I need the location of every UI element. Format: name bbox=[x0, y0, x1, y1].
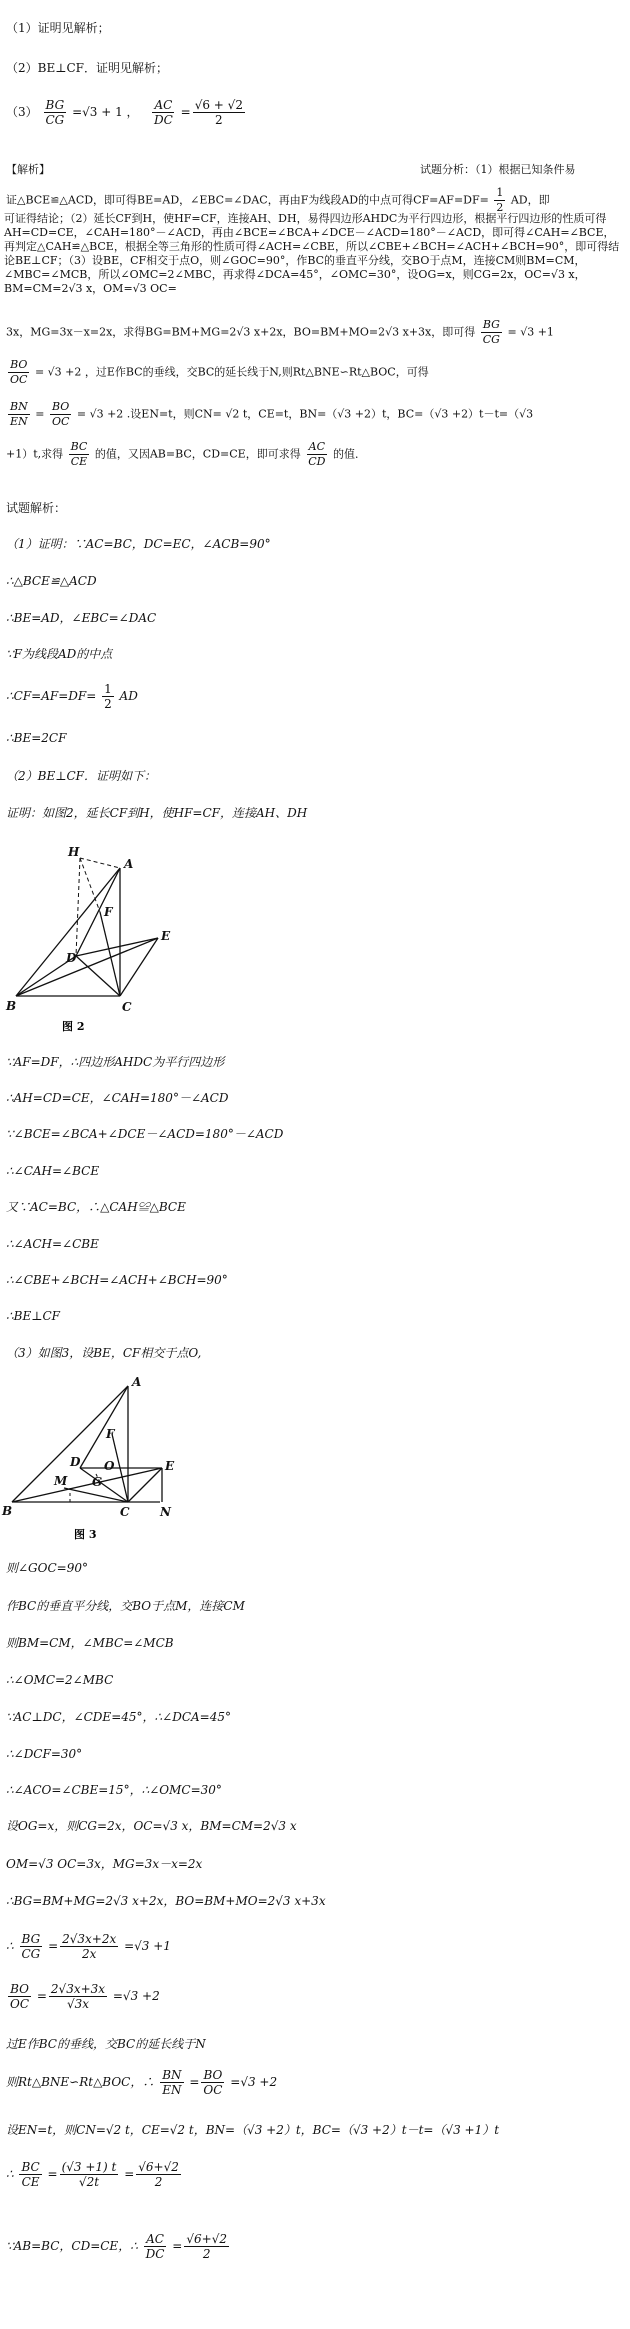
fig3-caption: 图 3 bbox=[74, 1528, 97, 1541]
solution-line: （2）BE⊥CF．证明如下： bbox=[6, 769, 157, 783]
fig2-label-e: E bbox=[161, 929, 171, 943]
analysis-line-1: 证△BCE≌△ACD，即可得BE=AD，∠EBC=∠DAC，再由F为线段AD的中点可得CF=AF=DF= $\frac{1}{2}$ AD，即 bbox=[6, 186, 550, 214]
solution-line: 又∵AC=BC，∴△CAH≌△BCE bbox=[6, 1200, 186, 1214]
fig3-label-n: N bbox=[160, 1505, 171, 1519]
fig2-label-c: C bbox=[122, 1000, 132, 1014]
solution-line: 证明：如图2，延长CF到H，使HF=CF，连接AH、DH bbox=[6, 806, 308, 820]
solution-line: ∴∠ACO=∠CBE=15°，∴∠OMC=30° bbox=[6, 1783, 222, 1797]
analysis-line-4: $\frac{BO}{OC}$ = √3 +2 ，过E作BC的垂线，交BC的延长线于N,则Rt△BNE∽Rt△BOC，可得 bbox=[10, 358, 429, 386]
fig3-label-e: E bbox=[165, 1459, 175, 1473]
solution-line: ∵AC⊥DC，∠CDE=45°，∴∠DCA=45° bbox=[6, 1710, 231, 1724]
solution-line: ∴∠ACH=∠CBE bbox=[6, 1237, 99, 1251]
answer-1: （1）证明见解析； bbox=[6, 21, 110, 35]
fig2-label-h: H bbox=[68, 845, 80, 859]
fig3-label-a: A bbox=[132, 1375, 142, 1389]
figure-3 bbox=[0, 1370, 200, 1560]
solution-line: 则BM=CM，∠MBC=∠MCB bbox=[6, 1636, 174, 1650]
fig3-label-f: F bbox=[106, 1427, 115, 1441]
solution-line: $\frac{BO}{OC}$ = $\frac{2√3x+3x}{√3x}$ =√3 +2 bbox=[10, 1982, 160, 2011]
solution-line: （1）证明：∵AC=BC，DC=EC，∠ACB=90° bbox=[6, 537, 271, 551]
solution-line: 作BC的垂直平分线，交BO于点M，连接CM bbox=[6, 1599, 245, 1613]
solution-title: 试题解析： bbox=[6, 501, 67, 515]
fig2-label-a: A bbox=[124, 857, 134, 871]
solution-line: ∵F为线段AD的中点 bbox=[6, 647, 113, 661]
analysis-line-5: $\frac{BN}{EN}$ = $\frac{BO}{OC}$ = √3 +2 .设EN=t，则CN= √2 t，CE=t，BN=（√3 +2）t，BC=（√3 +2）t－t=（√3 bbox=[10, 400, 534, 428]
solution-line: ∴∠OMC=2∠MBC bbox=[6, 1673, 114, 1687]
solution-line: ∴BE⊥CF bbox=[6, 1309, 61, 1323]
analysis-line-6: +1）t,求得 $\frac{BC}{CE}$ 的值，又因AB=BC，CD=CE，即可求得 $\frac{AC}{CD}$ 的值． bbox=[6, 440, 366, 468]
solution-line: ∴AH=CD=CE，∠CAH=180°－∠ACD bbox=[6, 1091, 229, 1105]
solution-line: 则Rt△BNE∽Rt△BOC，∴ $\frac{BN}{EN}$ = $\frac{BO}{OC}$ =√3 +2 bbox=[6, 2068, 278, 2097]
solution-line: 则∠GOC=90° bbox=[6, 1561, 88, 1575]
answer-3: （3） $\frac{BG}{CG}$ =√3 + 1 ， $\frac{AC}{DC}$ = $\frac{√6 + √2}{2}$ bbox=[6, 98, 243, 127]
solution-line: 设OG=x，则CG=2x，OC=√3 x，BM=CM=2√3 x bbox=[6, 1819, 297, 1833]
solution-line: 过E作BC的垂线，交BC的延长线于N bbox=[6, 2037, 206, 2051]
fig3-label-d: D bbox=[70, 1455, 81, 1469]
solution-line: ∴∠DCF=30° bbox=[6, 1747, 83, 1761]
solution-line: ∴∠CAH=∠BCE bbox=[6, 1164, 100, 1178]
fig3-label-c: C bbox=[120, 1505, 130, 1519]
solution-line: ∴ $\frac{BG}{CG}$ = $\frac{2√3x+2x}{2x}$ =√3 +1 bbox=[6, 1932, 171, 1961]
solution-line: OM=√3 OC=3x，MG=3x－x=2x bbox=[6, 1857, 203, 1871]
solution-line: 设EN=t，则CN=√2 t，CE=√2 t，BN=（√3 +2）t，BC=（√3 +2）t－t=（√3 +1）t bbox=[6, 2123, 500, 2137]
answer-2: （2）BE⊥CF．证明见解析； bbox=[6, 61, 169, 75]
solution-line: ∴∠CBE+∠BCH=∠ACH+∠BCH=90° bbox=[6, 1273, 228, 1287]
solution-line: ∴BE=AD，∠EBC=∠DAC bbox=[6, 611, 157, 625]
solution-line: ∴BE=2CF bbox=[6, 731, 67, 745]
analysis-paragraph: 可证得结论；（2）延长CF到H，使HF=CF，连接AH、DH，易得四边形AHDC为平行四边形，根据平行四边形的性质可得AH=CD=CE，∠CAH=180°－∠ACD，再由∠BCE=∠BCA+∠DCE－∠ACD=180°－∠ACD，即可得∠CAH=∠BCE，再判定△CAH≌△BCE，根据全等三角形的性质可得∠ACH=∠CBE，所以∠CBE+∠BCH=∠ACH+∠BCH=90°，即可得结论BE⊥CF；（3）设BE，CF相交于点O，则∠GOC=90°，作BC的垂直平分线，交BO于点M，连接CM则BM=CM，∠MBC=∠MCB，所以∠OMC=2∠MBC，再求得∠DCA=45°，∠OMC=30°，设OG=x，则CG=2x，OC=√3 x，BM=CM=2√3 x，OM=√3 OC= bbox=[4, 212, 620, 295]
fig3-label-m: M bbox=[54, 1474, 68, 1488]
figure-2 bbox=[0, 836, 180, 1036]
solution-line: ∴ $\frac{BC}{CE}$ = $\frac{(√3 +1) t}{√2t}$ = $\frac{√6+√2}{2}$ bbox=[6, 2160, 179, 2189]
analysis-header: 【解析】 bbox=[6, 163, 50, 176]
solution-line: ∴△BCE≌△ACD bbox=[6, 574, 97, 588]
solution-line: ∴CF=AF=DF= $\frac{1}{2}$ AD bbox=[6, 682, 138, 711]
fig2-label-f: F bbox=[104, 905, 113, 919]
solution-line: ∵AB=BC，CD=CE，∴ $\frac{AC}{DC}$ = $\frac{√6+√2}{2}$ bbox=[6, 2232, 227, 2261]
fig3-label-g: G bbox=[92, 1475, 103, 1489]
fig3-label-o: O bbox=[104, 1459, 115, 1473]
fig2-label-b: B bbox=[6, 999, 17, 1013]
solution-line: ∵∠BCE=∠BCA+∠DCE－∠ACD=180°－∠ACD bbox=[6, 1127, 284, 1141]
fig3-label-b: B bbox=[2, 1504, 13, 1518]
analysis-intro: 试题分析：（1）根据已知条件易 bbox=[420, 163, 576, 176]
solution-line: ∵AF=DF，∴四边形AHDC为平行四边形 bbox=[6, 1055, 225, 1069]
analysis-line-3: 3x，MG=3x－x=2x，求得BG=BM+MG=2√3 x+2x，BO=BM+MO=2√3 x+3x，即可得 $\frac{BG}{CG}$ = √3 +1 bbox=[6, 318, 554, 346]
fig2-caption: 图 2 bbox=[62, 1020, 85, 1033]
solution-line: （3）如图3，设BE，CF相交于点O, bbox=[6, 1346, 202, 1360]
solution-line: ∴BG=BM+MG=2√3 x+2x，BO=BM+MO=2√3 x+3x bbox=[6, 1894, 326, 1908]
fig2-label-d: D bbox=[66, 951, 77, 965]
